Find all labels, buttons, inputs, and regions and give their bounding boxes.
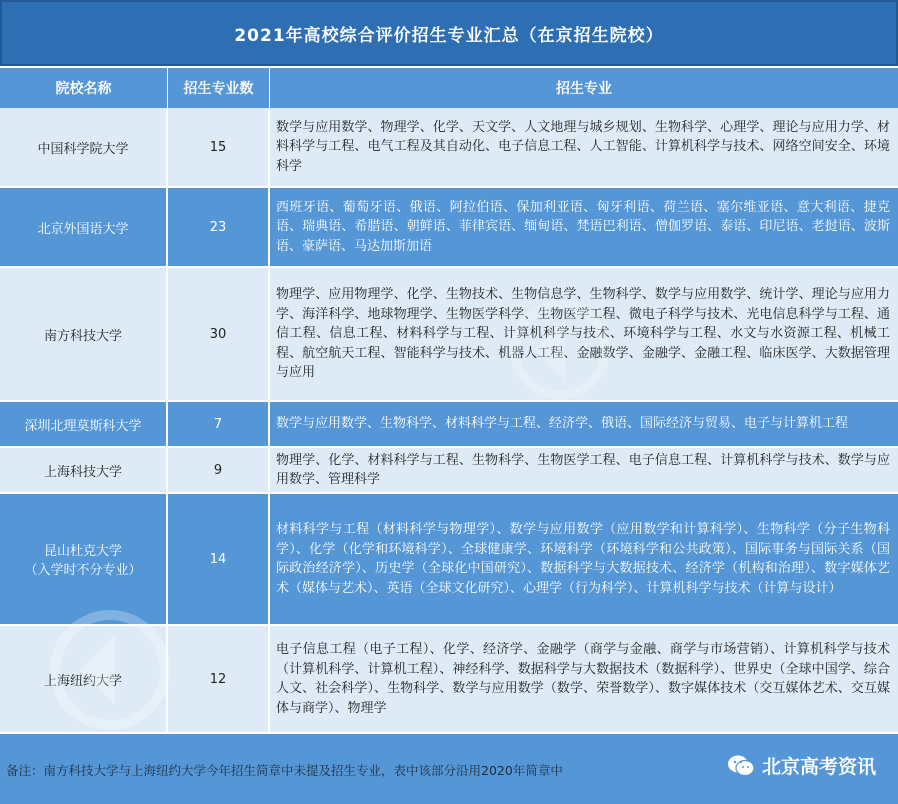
school-name: 上海科技大学 bbox=[0, 448, 168, 492]
table-row bbox=[0, 402, 898, 448]
major-list: 物理学、化学、材料科学与工程、生物科学、生物医学工程、电子信息工程、计算机科学与技术、数学与应用数学、管理科学 bbox=[270, 448, 898, 492]
table-row bbox=[0, 188, 898, 268]
school-name: 南方科技大学 bbox=[0, 268, 168, 400]
major-list: 材料科学与工程（材料科学与物理学）、数学与应用数学（应用数学和计算科学）、生物科学（分子生物科学）、化学（化学和环境科学）、全球健康学、环境科学（环境科学和公共政策）、国际事务与国际关系（国际政治经济学）、历史学（全球化中国研究）、数据科学与大数据技术、经济学（机构和治理）、数字媒体艺术（媒体与艺术）、英语（全球文化研究）、心理学（行为科学）、计算机科学与技术（计算与设计） bbox=[270, 494, 898, 624]
major-list: 数学与应用数学、生物科学、材料科学与工程、经济学、俄语、国际经济与贸易、电子与计算机工程 bbox=[270, 402, 898, 446]
school-name: 昆山杜克大学 （入学时不分专业） bbox=[0, 494, 168, 624]
major-list: 西班牙语、葡萄牙语、俄语、阿拉伯语、保加利亚语、匈牙利语、荷兰语、塞尔维亚语、意大利语、捷克语、瑞典语、希腊语、朝鲜语、菲律宾语、缅甸语、梵语巴利语、僧伽罗语、泰语、印尼语、老挝语、波斯语、豪萨语、马达加斯加语 bbox=[270, 188, 898, 266]
table-row bbox=[0, 268, 898, 402]
major-count: 12 bbox=[168, 626, 270, 732]
major-count: 14 bbox=[168, 494, 270, 624]
brand-name: 北京高考资讯 bbox=[761, 756, 876, 778]
brand-badge bbox=[726, 752, 876, 779]
header-majors: 招生专业 bbox=[556, 81, 612, 97]
school-name: 深圳北理莫斯科大学 bbox=[0, 402, 168, 446]
school-name: 上海纽约大学 bbox=[0, 626, 168, 732]
major-count: 23 bbox=[168, 188, 270, 266]
major-list: 电子信息工程（电子工程）、化学、经济学、金融学（商学与金融、商学与市场营销）、计算机科学与技术（计算机科学、计算机工程）、神经科学、数据科学与大数据技术（数据科学）、世界史（全球中国学、综合人文、社会科学）、生物科学、数学与应用数学（数学、荣誉数学）、数字媒体技术（交互媒体艺术、交互媒体与商学）、物理学 bbox=[270, 626, 898, 732]
major-list: 数学与应用数学、物理学、化学、天文学、人文地理与城乡规划、生物科学、心理学、理论与应用力学、材料科学与工程、电气工程及其自动化、电子信息工程、人工智能、计算机科学与技术、网络空间安全、环境科学 bbox=[270, 108, 898, 186]
table-title: 2021年高校综合评价招生专业汇总（在京招生院校） bbox=[234, 25, 664, 46]
major-list: 物理学、应用物理学、化学、生物技术、生物信息学、生物科学、数学与应用数学、统计学、理论与应用力学、海洋科学、地球物理学、生物医学科学、生物医学工程、微电子科学与技术、光电信息科学与工程、通信工程、信息工程、材料科学与工程、计算机科学与技术、环境科学与工程、水文与水资源工程、机械工程、航空航天工程、智能科学与技术、机器人工程、金融数学、金融学、金融工程、临床医学、大数据管理与应用 bbox=[270, 268, 898, 400]
table-row bbox=[0, 626, 898, 734]
table-header-row bbox=[0, 68, 898, 108]
footnote: 备注：南方科技大学与上海纽约大学今年招生简章中未提及招生专业，表中该部分沿用2020年简章中 bbox=[6, 763, 563, 778]
school-name: 北京外国语大学 bbox=[0, 188, 168, 266]
major-count: 9 bbox=[168, 448, 270, 492]
header-count: 招生专业数 bbox=[168, 68, 270, 108]
table-row bbox=[0, 108, 898, 188]
table-body bbox=[0, 108, 898, 734]
table-row bbox=[0, 494, 898, 626]
school-name: 中国科学院大学 bbox=[0, 108, 168, 186]
header-school: 院校名称 bbox=[0, 68, 168, 108]
table-title-bar bbox=[0, 0, 898, 66]
table-row bbox=[0, 448, 898, 494]
major-count: 15 bbox=[168, 108, 270, 186]
major-count: 7 bbox=[168, 402, 270, 446]
wechat-icon bbox=[726, 753, 756, 779]
major-count: 30 bbox=[168, 268, 270, 400]
